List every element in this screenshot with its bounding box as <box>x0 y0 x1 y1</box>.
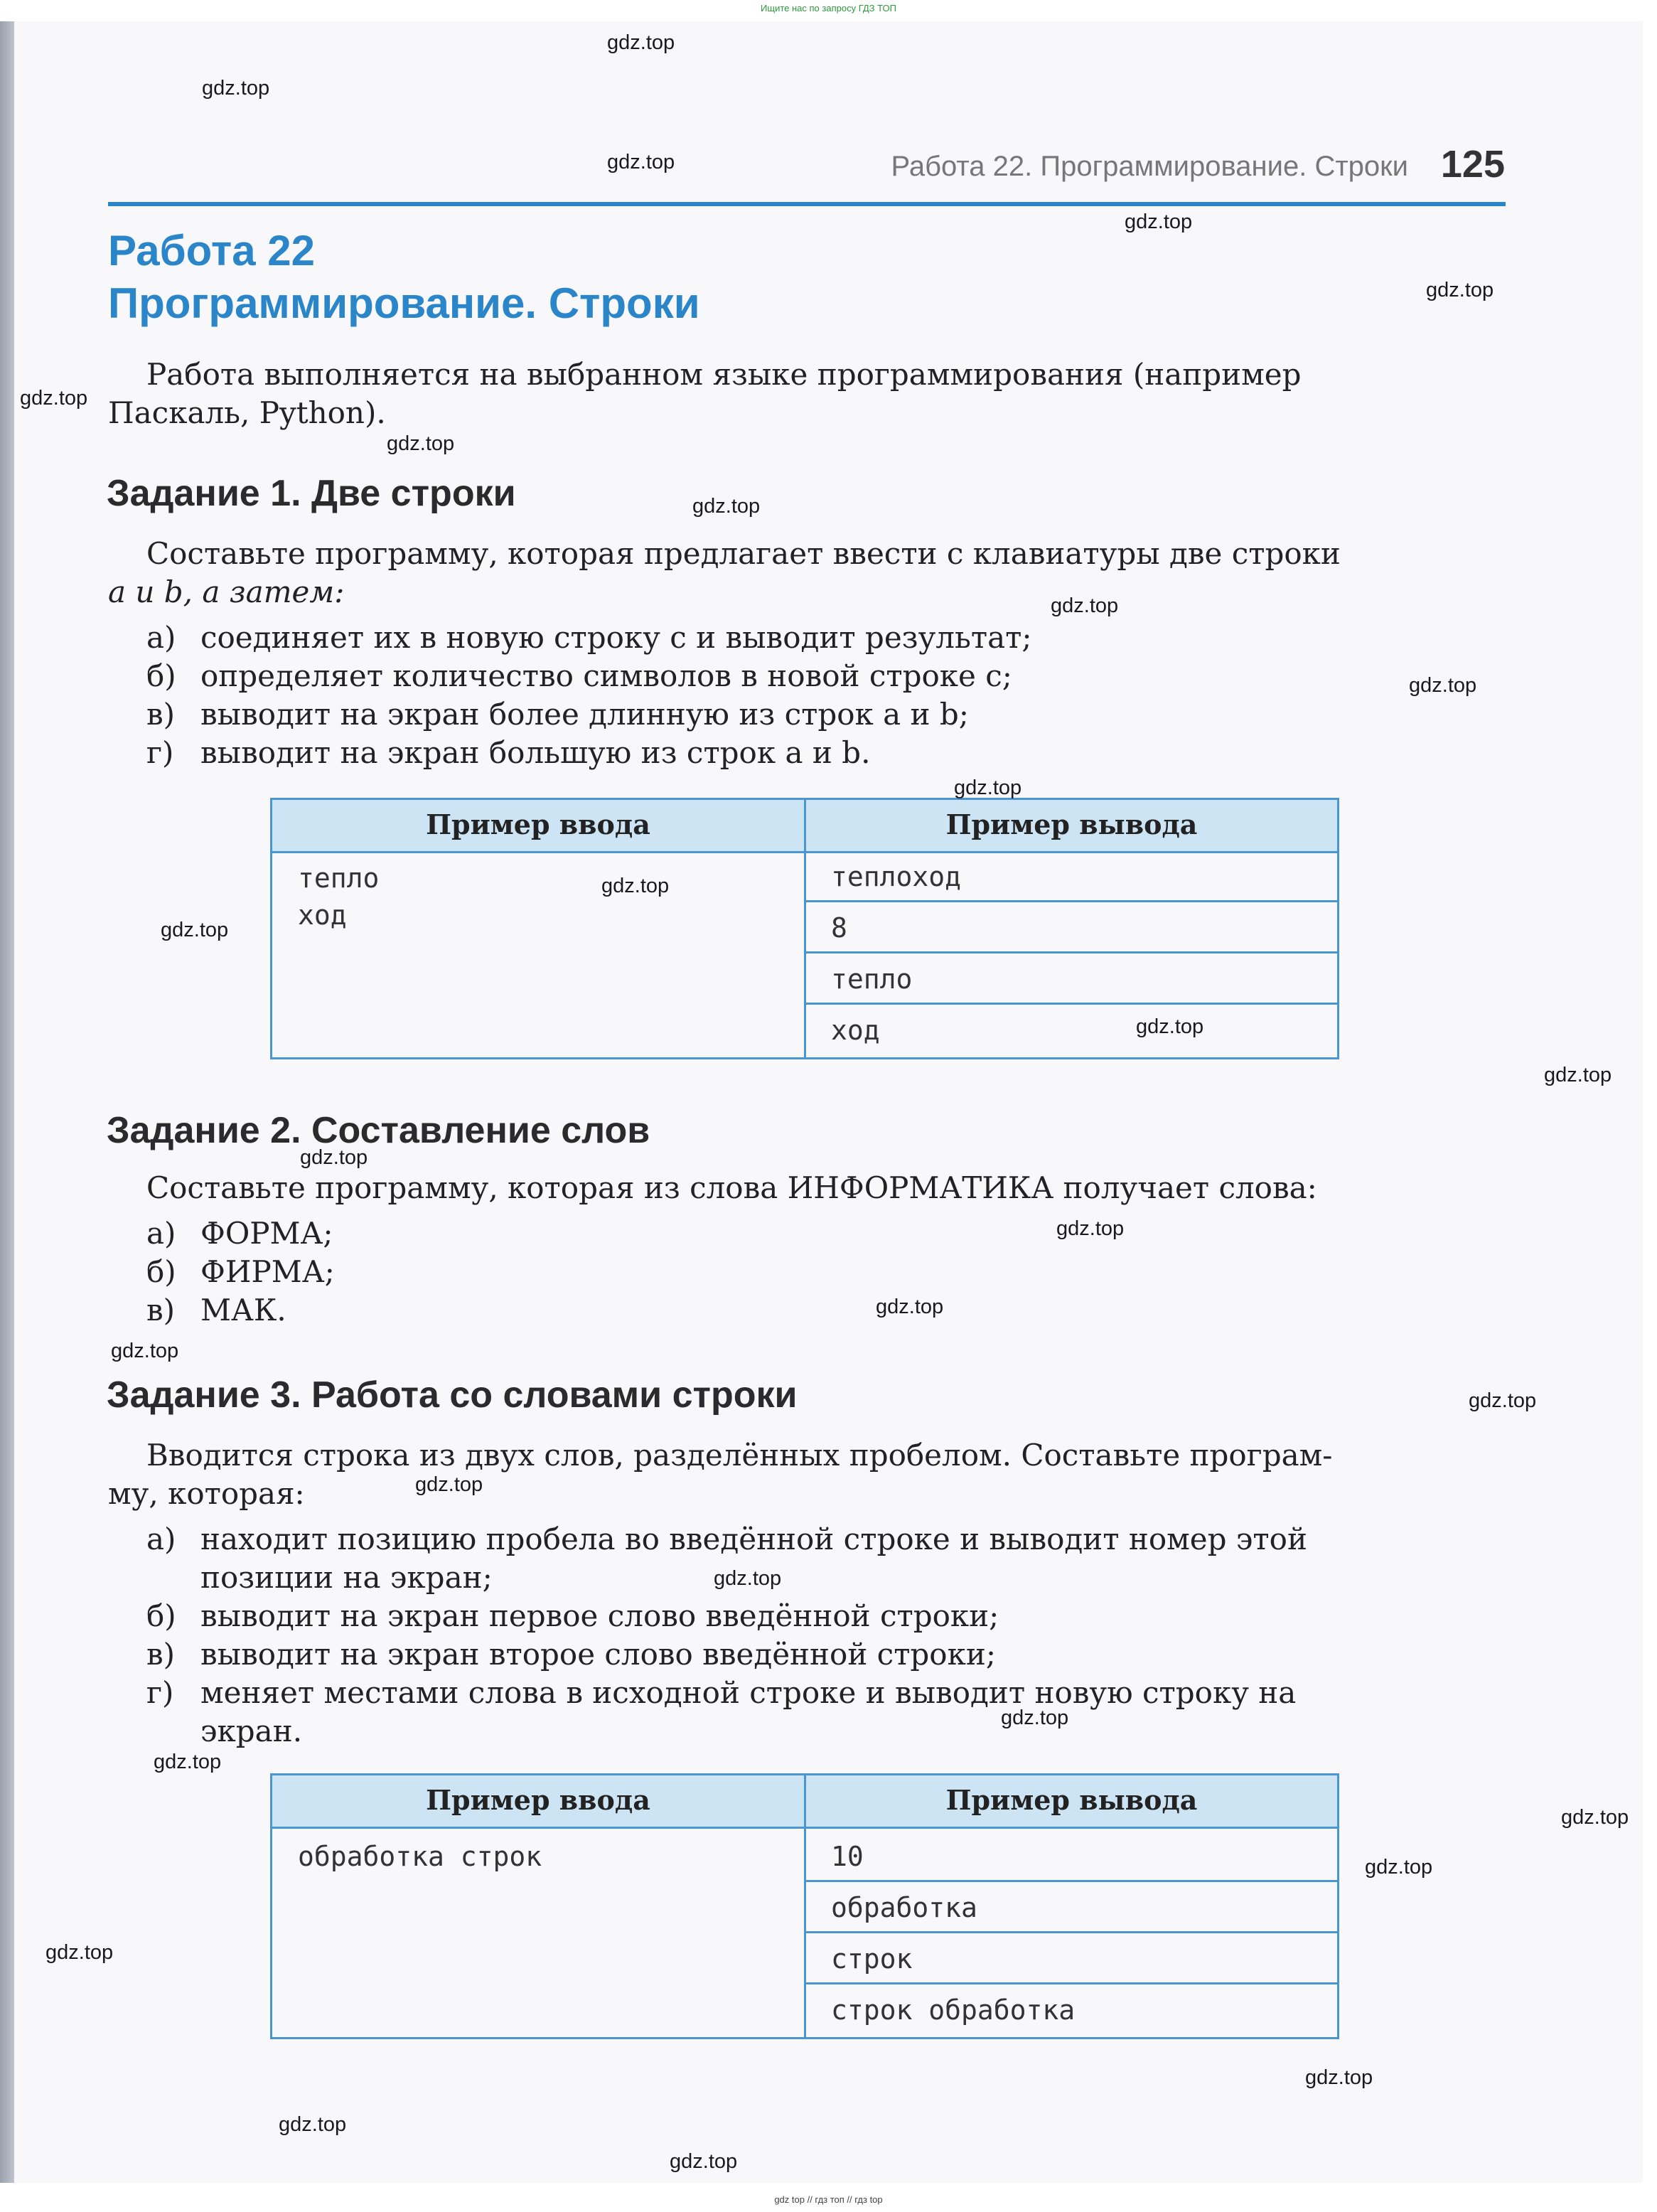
header-rule <box>108 202 1506 206</box>
task2-item-c <box>146 1291 1508 1330</box>
watermark: gdz.top <box>1409 674 1477 697</box>
watermark: gdz.top <box>202 77 270 100</box>
table-header-input: Пример ввода <box>426 1784 650 1816</box>
watermark: gdz.top <box>1051 594 1119 617</box>
watermark: gdz.top <box>876 1295 944 1318</box>
task1-text-line1: Составьте программу, которая предлагает ввести с клавиатуры две строки <box>146 536 1341 571</box>
task3-text-line2: му, которая: <box>108 1476 305 1511</box>
table-row-divider <box>806 1982 1337 1984</box>
item-label: г) <box>146 735 174 770</box>
table-input-cell: тепло <box>298 862 380 894</box>
task2-item-a <box>146 1214 1508 1253</box>
intro-text-line1: Работа выполняется на выбранном языке программирования (например <box>146 357 1302 392</box>
table-output-cell: обработка <box>831 1892 977 1923</box>
table-output-cell: тепло <box>831 963 913 995</box>
page-number: 125 <box>1440 143 1505 186</box>
running-title: Работа 22. Программирование. Строки <box>891 151 1408 182</box>
item-text: определяет количество символов в новой строке c; <box>200 658 1012 693</box>
work-subtitle: Программирование. Строки <box>108 279 700 327</box>
watermark: gdz.top <box>1305 2066 1373 2089</box>
table-row-divider <box>806 1003 1337 1005</box>
watermark: gdz.top <box>714 1567 782 1590</box>
task3-item-c <box>146 1635 1508 1674</box>
watermark: gdz.top <box>111 1340 179 1362</box>
task2-item-b <box>146 1253 1508 1291</box>
task1-item-c <box>146 695 1508 734</box>
table-header-input: Пример ввода <box>426 808 650 840</box>
item-text: находит позицию пробела во введённой строке и выводит номер этой <box>200 1522 1307 1556</box>
watermark: gdz.top <box>954 776 1022 799</box>
task2-text: Составьте программу, которая из слова ИНФОРМАТИКА получает слова: <box>146 1170 1317 1205</box>
task3-example-table <box>270 1773 1339 2039</box>
task3-text-line1: Вводится строка из двух слов, разделённых пробелом. Составьте програм- <box>146 1438 1333 1473</box>
table-row-divider <box>806 900 1337 902</box>
table-output-cell: теплоход <box>831 861 962 892</box>
task3-item-b <box>146 1597 1508 1635</box>
item-text: выводит на экран первое слово введённой строки; <box>200 1598 999 1633</box>
item-text: выводит на экран более длинную из строк a и b; <box>200 697 969 732</box>
watermark: gdz.top <box>670 2150 738 2173</box>
table-input-cell: обработка строк <box>298 1841 542 1872</box>
item-text: соединяет их в новую строку c и выводит результат; <box>200 620 1032 655</box>
watermark: gdz.top <box>1469 1389 1537 1412</box>
table-output-cell: 10 <box>831 1841 864 1872</box>
item-label: г) <box>146 1675 174 1710</box>
item-label: в) <box>146 1293 176 1327</box>
watermark: gdz.top <box>1426 279 1494 301</box>
item-label: а) <box>146 1216 176 1251</box>
task3-item-d-cont: экран. <box>200 1714 303 1748</box>
watermark: gdz.top <box>20 387 88 410</box>
watermark: gdz.top <box>415 1473 483 1496</box>
table-input-cell: ход <box>298 899 347 931</box>
intro-text-line2: Паскаль, Python). <box>108 395 386 430</box>
watermark: gdz.top <box>1561 1806 1629 1829</box>
table-output-cell: 8 <box>831 912 847 944</box>
table-row-divider <box>806 1880 1337 1882</box>
watermark: gdz.top <box>601 875 670 897</box>
watermark: gdz.top <box>279 2113 347 2136</box>
task3-heading: Задание 3. Работа со словами строки <box>107 1374 798 1416</box>
table-output-cell: ход <box>831 1015 880 1046</box>
item-label: б) <box>146 1254 176 1289</box>
task1-item-a <box>146 619 1508 657</box>
top-search-link[interactable]: Ищите нас по запросу ГДЗ ТОП <box>761 3 896 14</box>
item-label: б) <box>146 658 176 693</box>
task1-text-line2: a и b, а затем: <box>108 575 345 609</box>
item-label: в) <box>146 1637 176 1672</box>
item-label: а) <box>146 620 176 655</box>
item-text: ФОРМА; <box>200 1216 333 1251</box>
task3-item-d <box>146 1674 1508 1712</box>
task3-item-a-cont: позиции на экран; <box>200 1560 493 1595</box>
table-header-output: Пример вывода <box>945 808 1198 840</box>
work-title: Работа 22 <box>108 227 315 274</box>
watermark: gdz.top <box>1544 1064 1612 1086</box>
watermark: gdz.top <box>607 151 675 173</box>
item-label: а) <box>146 1522 176 1556</box>
item-text: выводит на экран второе слово введённой строки; <box>200 1637 996 1672</box>
item-label: б) <box>146 1598 176 1633</box>
table-header-output: Пример вывода <box>945 1784 1198 1816</box>
task3-item-a <box>146 1520 1508 1559</box>
watermark: gdz.top <box>1125 210 1193 233</box>
table-output-cell: строк <box>831 1943 913 1975</box>
watermark: gdz.top <box>300 1146 368 1169</box>
task1-item-b <box>146 657 1508 695</box>
table-output-cell: строк обработка <box>831 1994 1076 2026</box>
watermark: gdz.top <box>692 495 761 518</box>
watermark: gdz.top <box>45 1941 114 1964</box>
watermark: gdz.top <box>1365 1856 1433 1879</box>
task2-heading: Задание 2. Составление слов <box>107 1110 650 1151</box>
table-row-divider <box>806 1931 1337 1933</box>
table-row-divider <box>806 951 1337 953</box>
task1-heading: Задание 1. Две строки <box>107 473 516 514</box>
watermark: gdz.top <box>1056 1217 1125 1240</box>
watermark: gdz.top <box>607 31 675 54</box>
bottom-link[interactable]: gdz top // гдз топ // гдз top <box>774 2194 883 2205</box>
task1-item-d <box>146 734 1508 772</box>
watermark: gdz.top <box>161 919 229 941</box>
item-text: меняет местами слова в исходной строке и выводит новую строку на <box>200 1675 1297 1710</box>
watermark: gdz.top <box>1001 1706 1069 1729</box>
item-label: в) <box>146 697 176 732</box>
watermark: gdz.top <box>387 432 455 455</box>
item-text: ФИРМА; <box>200 1254 335 1289</box>
item-text: выводит на экран большую из строк a и b. <box>200 735 871 770</box>
watermark: gdz.top <box>154 1751 222 1773</box>
watermark: gdz.top <box>1136 1015 1204 1038</box>
item-text: МАК. <box>200 1293 286 1327</box>
